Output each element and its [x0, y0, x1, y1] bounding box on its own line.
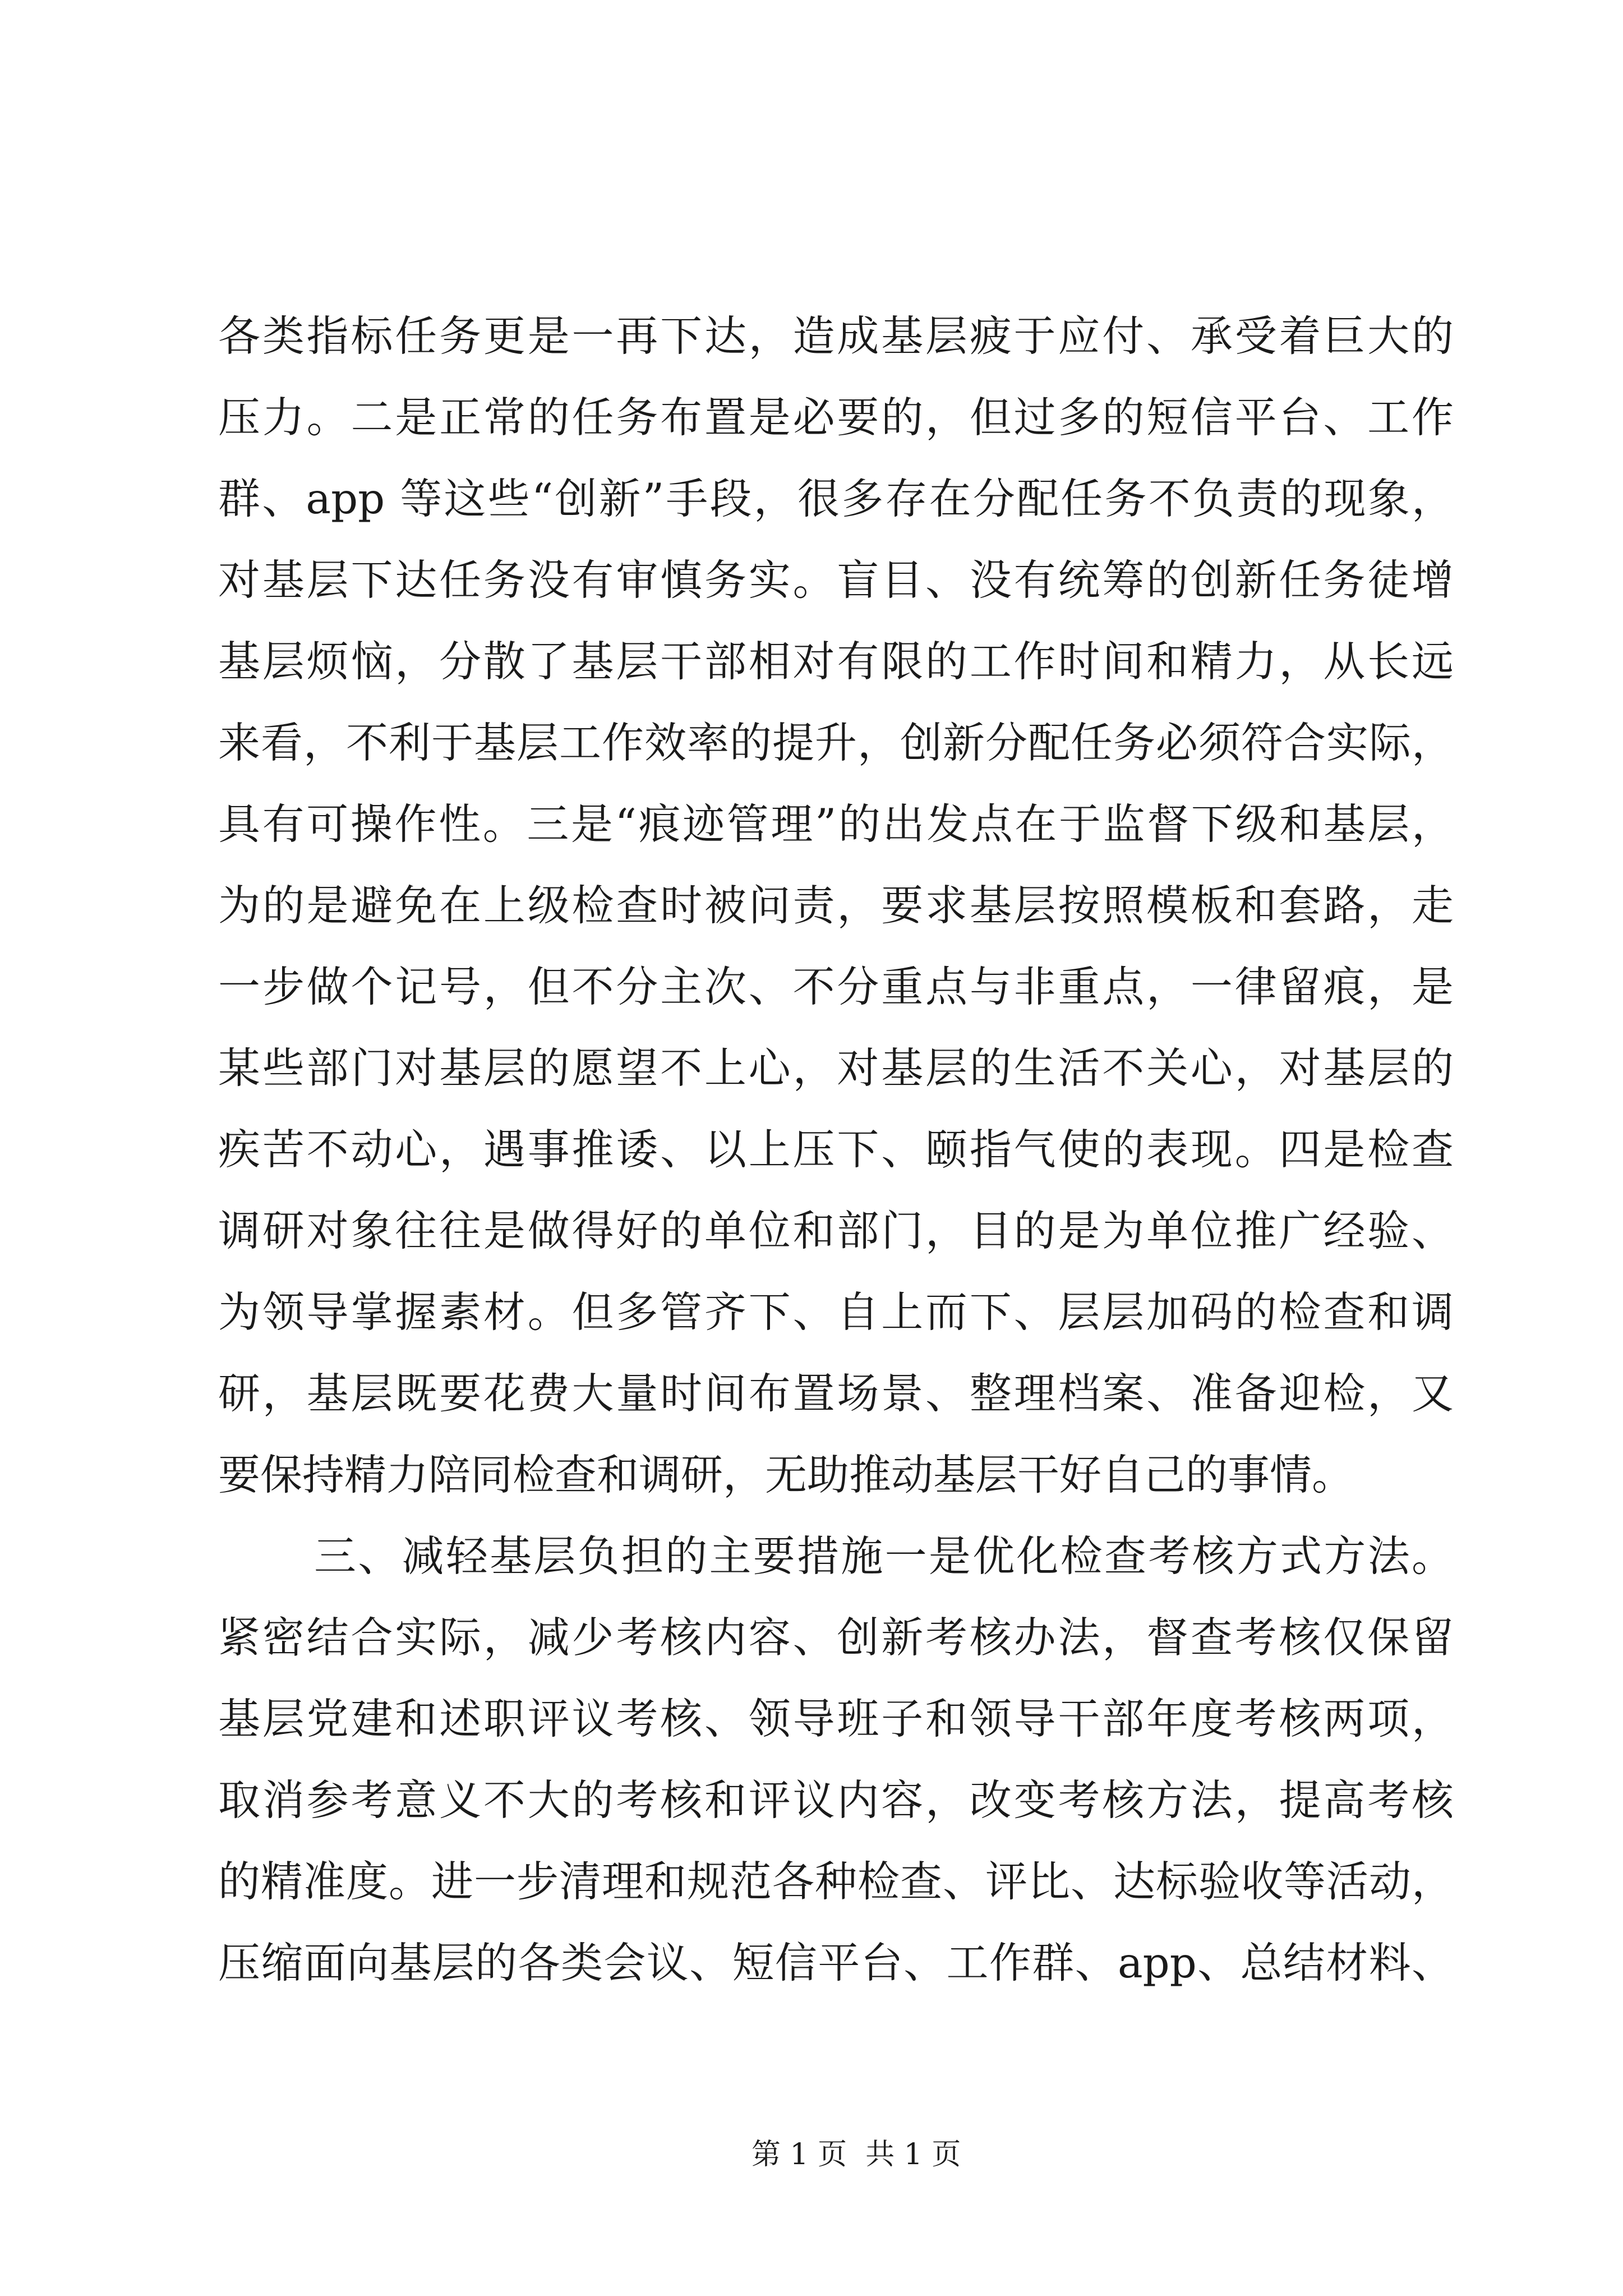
body-line: 某些部门对基层的愿望不上心，对基层的生活不关心，对基层的: [218, 1043, 1454, 1093]
paragraph-continuation: [218, 296, 1454, 1516]
body-line: 一步做个记号，但不分主次、不分重点与非重点，一律留痕，是: [218, 962, 1454, 1011]
body-line: 对基层下达任务没有审慎务实。盲目、没有统筹的创新任务徒增: [218, 555, 1454, 605]
body-line: 压力。二是正常的任务布置是必要的，但过多的短信平台、工作: [218, 393, 1454, 442]
body-line: 群、app 等这些“创新”手段，很多存在分配任务不负责的现象，: [218, 474, 1454, 523]
page-number-footer: 第 1 页 共 1 页: [751, 2138, 961, 2171]
paragraph-section-three: [218, 1516, 1454, 2004]
body-line: 调研对象往往是做得好的单位和部门，目的是为单位推广经验、: [218, 1206, 1454, 1255]
body-line: 为领导掌握素材。但多管齐下、自上而下、层层加码的检查和调: [218, 1287, 1454, 1337]
body-line: 要保持精力陪同检查和调研，无助推动基层干好自己的事情。: [218, 1450, 1354, 1499]
body-line: 为的是避免在上级检查时被问责，要求基层按照模板和套路，走: [218, 881, 1454, 930]
body-line: 具有可操作性。三是“痕迹管理”的出发点在于监督下级和基层，: [218, 799, 1454, 849]
body-line: 取消参考意义不大的考核和评议内容，改变考核方法，提高考核: [218, 1775, 1454, 1825]
body-line: 基层烦恼，分散了基层干部相对有限的工作时间和精力，从长远: [218, 637, 1454, 686]
body-line: 压缩面向基层的各类会议、短信平台、工作群、app、总结材料、: [218, 1938, 1454, 1987]
body-line: 基层党建和述职评议考核、领导班子和领导干部年度考核两项，: [218, 1694, 1454, 1743]
body-line: 研，基层既要花费大量时间布置场景、整理档案、准备迎检，又: [218, 1369, 1454, 1418]
body-line: 来看，不利于基层工作效率的提升，创新分配任务必须符合实际，: [218, 718, 1454, 767]
body-line: 各类指标任务更是一再下达，造成基层疲于应付、承受着巨大的: [218, 311, 1454, 361]
body-line: 的精准度。进一步清理和规范各种检查、评比、达标验收等活动，: [218, 1857, 1454, 1906]
section-heading-line: 三、减轻基层负担的主要措施一是优化检查考核方式方法。: [314, 1531, 1454, 1581]
body-line: 疾苦不动心，遇事推诿、以上压下、颐指气使的表现。四是检查: [218, 1125, 1454, 1174]
body-line: 紧密结合实际，减少考核内容、创新考核办法，督查考核仅保留: [218, 1613, 1454, 1662]
body-text: [218, 296, 1454, 2004]
